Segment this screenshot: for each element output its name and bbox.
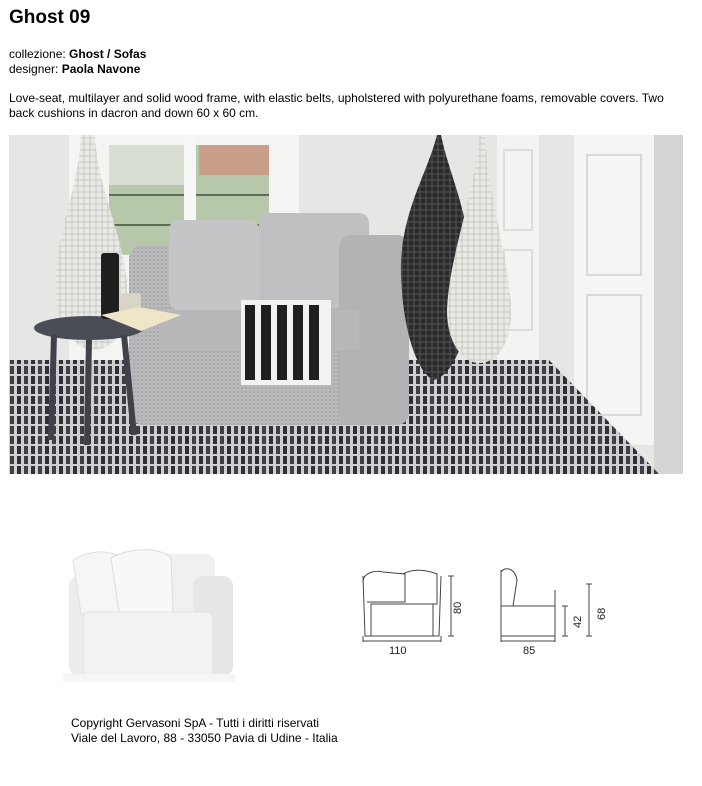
collection-value: Ghost / Sofas: [69, 47, 147, 61]
side-seat-height-label: 42: [572, 615, 584, 628]
room-photo-illustration: [9, 135, 683, 474]
sofa-thumbnail: [63, 540, 235, 686]
dimension-drawings: [355, 562, 615, 662]
room-photo: [9, 135, 683, 474]
front-width-label: 110: [389, 645, 407, 657]
collection-line: [9, 47, 146, 62]
copyright-text: Copyright Gervasoni SpA - Tutti i diritti riservati: [71, 716, 320, 730]
collection-label: collezione:: [9, 47, 66, 61]
product-title: Ghost 09: [9, 7, 91, 28]
address-text: Viale del Lavoro, 88 - 33050 Pavia di Udine - Italia: [71, 731, 338, 745]
side-depth-label: 85: [523, 645, 536, 657]
product-description: Love-seat, multilayer and solid wood frame, with elastic belts, upholstered with polyurethane foams, removable covers. Two back cushions in dacron and down 60 x 60 cm.: [9, 91, 664, 120]
sofa-thumbnail-illustration: [63, 540, 235, 686]
side-height-label: 68: [596, 607, 608, 620]
dimension-drawings-svg: [355, 562, 615, 662]
front-height-label: 80: [452, 601, 464, 614]
designer-label: designer:: [9, 62, 59, 76]
designer-line: [9, 62, 140, 77]
footer: [71, 716, 338, 746]
designer-value: Paola Navone: [61, 62, 141, 76]
